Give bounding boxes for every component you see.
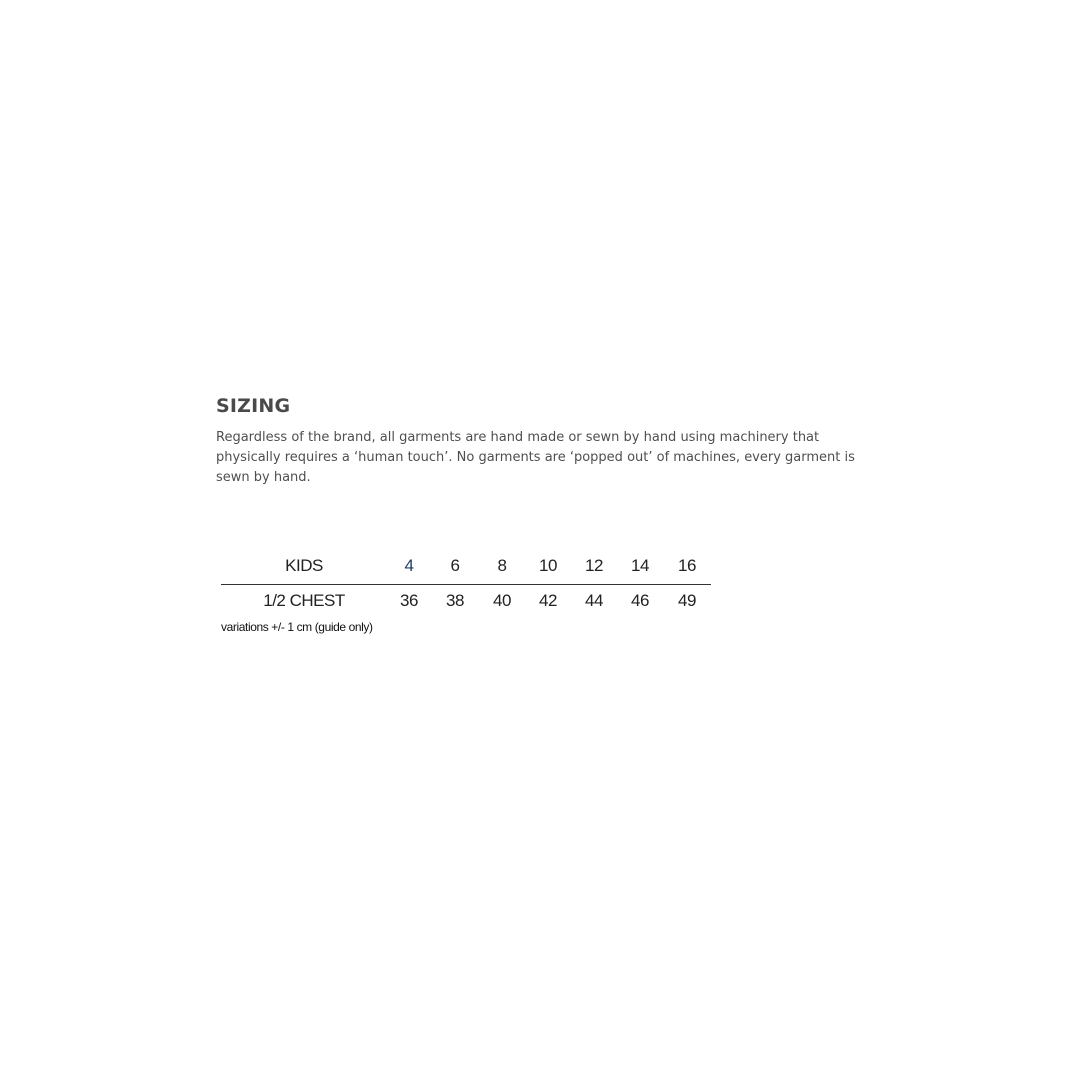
size-header-cell: 8: [497, 556, 507, 575]
chest-value-cell: 40: [493, 591, 511, 610]
size-chart-chest-row: [221, 585, 711, 617]
chest-value-cell: 36: [400, 591, 418, 610]
size-header-cell: 6: [450, 556, 460, 575]
size-header-cell: 4: [404, 556, 414, 575]
header-label-kids: KIDS: [285, 556, 323, 575]
size-chart-table: [221, 552, 711, 617]
chest-value-cell: 42: [539, 591, 557, 610]
section-description: Regardless of the brand, all garments are hand made or sewn by hand using machinery that physically requires a ‘human touch’. No garments are ‘popped out’ of machines, every garment is sewn by hand.: [216, 430, 855, 485]
section-title: SIZING: [216, 395, 291, 417]
chest-value-cell: 46: [631, 591, 649, 610]
chest-value-cell: 44: [585, 591, 603, 610]
size-header-cell: 16: [678, 556, 696, 575]
size-chart-header-row: [221, 552, 711, 585]
chest-value-cell: 49: [678, 591, 696, 610]
size-header-cell: 14: [631, 556, 649, 575]
size-header-cell: 10: [539, 556, 557, 575]
size-header-cell: 12: [585, 556, 603, 575]
row-label-half-chest: 1/2 CHEST: [263, 591, 345, 610]
chest-value-cell: 38: [446, 591, 464, 610]
size-chart-note: variations +/- 1 cm (guide only): [221, 620, 373, 634]
